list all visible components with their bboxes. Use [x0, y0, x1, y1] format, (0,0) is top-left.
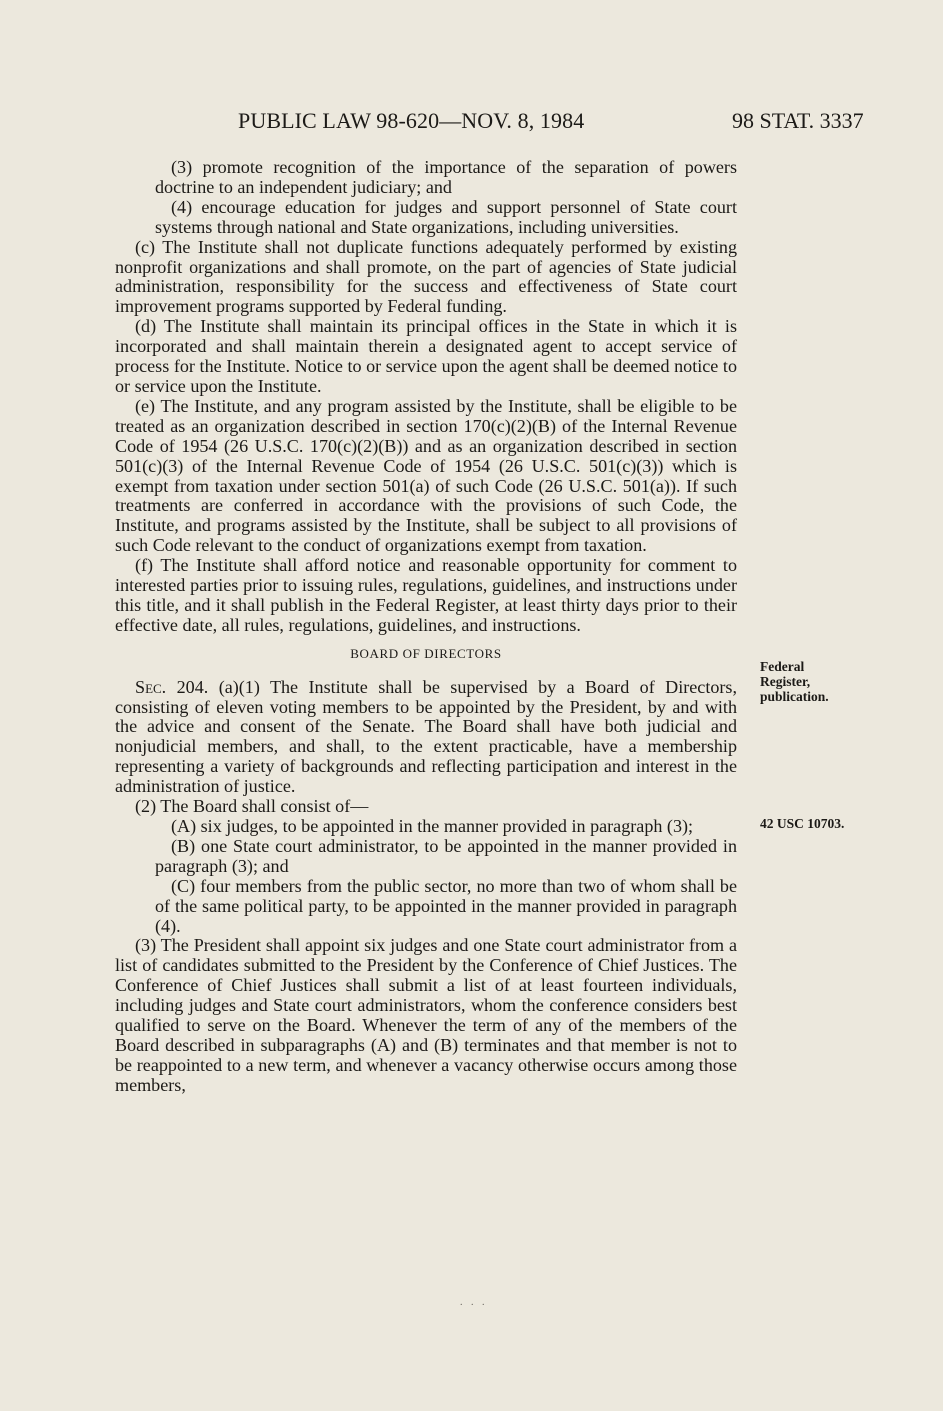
section-204-text: 204. (a)(1) The Institute shall be supervised by a Board of Directors, consisting of eleven voting members to be appointed by the President, by and with the advice and consent of the Senate. The Board shall have both judicial and nonjudicial members, and shall, to the extent practicable, have a membership representing a variety of backgrounds and reflecting participation and interest in the administration of justice. — [115, 676, 737, 797]
section-label: Sec. — [135, 676, 167, 697]
margin-note-line: Federal — [760, 659, 805, 674]
paragraph-a2-B: (B) one State court administrator, to be appointed in the manner provided in paragraph (3); and — [155, 835, 737, 876]
body-text — [115, 158, 737, 1096]
page-header-title: PUBLIC LAW 98-620—NOV. 8, 1984 — [238, 108, 585, 133]
margin-note-line: publication. — [760, 689, 829, 704]
margin-note-usc: 42 USC 10703. — [760, 816, 845, 831]
paragraph-d: (d) The Institute shall maintain its principal offices in the State in which it is incorporated and shall maintain therein a designated agent to accept service of process for the Institute. Notice to or service upon the agent shall be deemed notice to or service upon the Institute. — [115, 316, 737, 396]
paragraph-b4: (4) encourage education for judges and support personnel of State court systems through national and State organizations, including universities. — [155, 196, 737, 237]
margin-note-line: Register, — [760, 674, 811, 689]
paragraph-e: (e) The Institute, and any program assisted by the Institute, shall be eligible to be treated as an organization described in section 170(c)(2)(B) of the Internal Revenue Code of 1954 (26 U.S.C. 170(c)(2)(B)) and as an organization described in section 501(c)(3) of the Internal Revenue Code of 1954 (26 U.S.C. 501(c)(3)) which is exempt from taxation under section 501(a) of such Code (26 U.S.C. 501(a)). If such treatments are conferred in accordance with the provisions of such Code, the Institute, and programs assisted by the Institute, shall be subject to all provisions of such Code relevant to the conduct of organizations exempt from taxation. — [115, 395, 737, 556]
paragraph-sec-204 — [115, 678, 737, 797]
footer-dots: . . . — [460, 1297, 488, 1308]
paragraph-a2: (2) The Board shall consist of— — [135, 796, 369, 817]
page-header-stat: 98 STAT. 3337 — [732, 108, 864, 133]
paragraph-a2-A: (A) six judges, to be appointed in the manner provided in paragraph (3); — [171, 816, 694, 836]
margin-note-federal-register — [760, 659, 829, 704]
paragraph-c: (c) The Institute shall not duplicate functions adequately performed by existing nonprofit organizations and shall promote, on the part of agencies of State judicial administration, responsibility for the success and effectiveness of State court improvement programs supported by Federal funding. — [115, 236, 737, 317]
paragraph-b3: (3) promote recognition of the importance of the separation of powers doctrine to an independent judiciary; and — [155, 157, 737, 197]
paragraph-a3: (3) The President shall appoint six judges and one State court administrator from a list of candidates submitted to the President by the Conference of Chief Justices. The Conference of Chief Justices shall submit a list of at least fourteen individuals, including judges and State court administrators, whom the conference considers best qualified to serve on the Board. Whenever the term of any of the members of the Board described in subparagraphs (A) and (B) terminates and that member is not to be reappointed to a new term, and whenever a vacancy otherwise occurs among those members, — [115, 935, 737, 1095]
paragraph-a2-C: (C) four members from the public sector, no more than two of whom shall be of the same political party, to be appointed in the manner provided in paragraph (4). — [155, 875, 737, 936]
paragraph-f: (f) The Institute shall afford notice and reasonable opportunity for comment to interested parties prior to issuing rules, regulations, guidelines, and instructions under this title, and it shall publish in the Federal Register, at least thirty days prior to their effective date, all rules, regulations, guidelines, and instructions. — [115, 555, 737, 635]
section-heading: BOARD OF DIRECTORS — [350, 645, 502, 661]
